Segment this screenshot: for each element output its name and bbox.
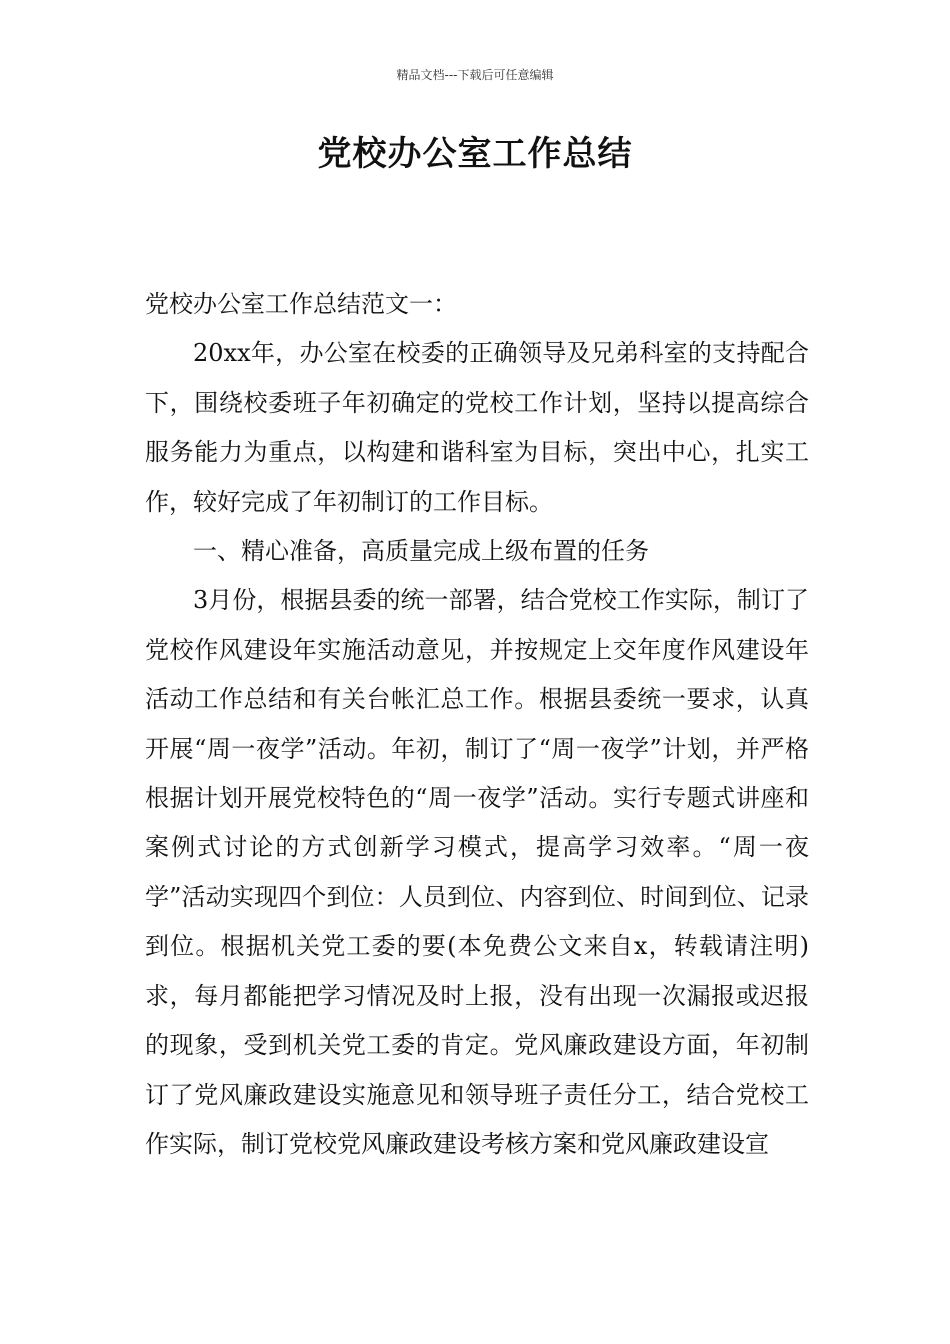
document-title: 党校办公室工作总结 bbox=[317, 134, 633, 174]
document-body bbox=[145, 280, 809, 1169]
paragraph-details: 3月份，根据县委的统一部署，结合党校工作实际，制订了党校作风建设年实施活动意见，并按规定上交年度作风建设年活动工作总结和有关台帐汇总工作。根据县委统一要求，认真开展“周一夜学”活动。年初，制订了“周一夜学”计划，并严格根据计划开展党校特色的“周一夜学”活动。实行专题式讲座和案例式讨论的方式创新学习模式，提高学习效率。“周一夜学”活动实现四个到位：人员到位、内容到位、时间到位、记录到位。根据机关党工委的要(本免费公文来自x，转载请注明)求，每月都能把学习情况及时上报，没有出现一次漏报或迟报的现象，受到机关党工委的肯定。党风廉政建设方面，年初制订了党风廉政建设实施意见和领导班子责任分工，结合党校工作实际，制订党校党风廉政建设考核方案和党风廉政建设宣 bbox=[145, 586, 809, 1158]
header-note: 精品文档---下载后可任意编辑 bbox=[396, 68, 554, 82]
subheading-one: 一、精心准备，高质量完成上级布置的任务 bbox=[193, 537, 649, 566]
paragraph-intro: 20xx年，办公室在校委的正确领导及兄弟科室的支持配合下，围绕校委班子年初确定的党校工作计划，坚持以提高综合服务能力为重点，以构建和谐科室为目标，突出中心，扎实工作，较好完成了年初制订的工作目标。 bbox=[145, 339, 809, 516]
section-heading: 党校办公室工作总结范文一： bbox=[145, 290, 457, 318]
